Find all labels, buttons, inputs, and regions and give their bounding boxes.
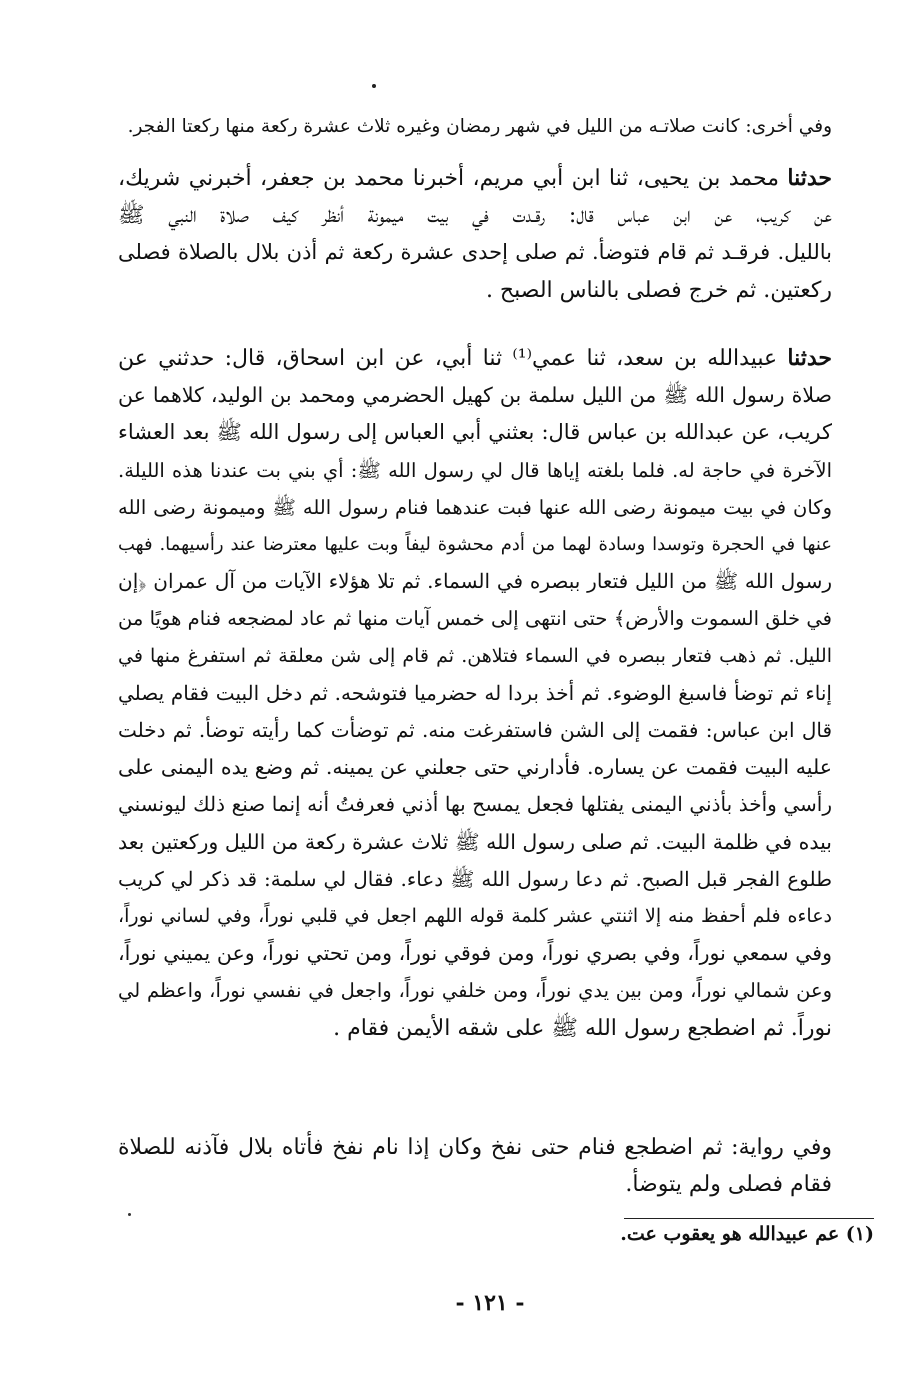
text-line-content: محمد بن يحيى، ثنا ابن أبي مريم، أخبرنا محمد بن جعفر، أخبرني شريك، <box>118 166 779 191</box>
text-line: بالليل. فرقـد ثم قام فتوضأ. ثم صلى إحدى عشرة ركعة ثم أذن بلال بالصلاة فصلى <box>118 240 832 265</box>
text-line: في خلق السموت والأرض﴾ حتى انتهى إلى خمس آيات منها ثم عاد لمضجعه فنام هويًا من <box>118 607 832 631</box>
text-line: رسول الله ﷺ من الليل فتعار ببصره في السماء. ثم تلا هؤلاء الآيات من آل عمران ﴿إن <box>118 569 832 594</box>
text-line: عليه البيت فقمت عن يساره. فأدارني حتى جعلني عن يمينه. ثم وضع يده اليمنى على <box>118 755 832 780</box>
footnote-divider <box>624 1218 874 1219</box>
text-line-content: عبيدالله بن سعد، ثنا عمي⁽¹⁾ ثنا أبي، عن ابن اسحاق، قال: حدثني عن <box>118 346 778 371</box>
footnote: (١) عم عبيدالله هو يعقوب عت. <box>620 1223 874 1245</box>
text-line <box>118 340 832 377</box>
text-line: وفي رواية: ثم اضطجع فنام حتى نفخ وكان إذا نام نفخ فأتاه بلال فآذنه للصلاة <box>118 1135 832 1160</box>
text-line <box>118 160 832 197</box>
text-line: عنها في الحجرة وتوسدا وسادة لهما من أدم محشوة ليفاً وبت عليها معترضا عند رأسيهما. فهب <box>118 534 832 556</box>
text-line: بيده في ظلمة البيت. ثم صلى رسول الله ﷺ ثلاث عشرة ركعة من الليل وركعتين بعد <box>118 829 832 854</box>
text-line: وفي أخرى: كانت صلاتـه من الليل في شهر رمضان وغيره ثلاث عشرة ركعة منها ركعتا الفجر. <box>127 116 832 137</box>
text-line: وكان في بيت ميمونة رضى الله عنها فبت عندهما فنام رسول الله ﷺ وميمونة رضى الله <box>118 495 832 519</box>
text-line: الليل. ثم ذهب فتعار ببصره في السماء فتلاهن. ثم قام إلى شن معلقة ثم استفرغ منها في <box>118 644 832 667</box>
hadith-paragraph-1 <box>118 160 832 309</box>
paragraph-fajr-note <box>118 108 832 145</box>
text-line: طلوع الفجر قبل الصبح. ثم دعا رسول الله ﷺ دعاء. فقال لي سلمة: قد ذكر لي كريب <box>118 866 832 891</box>
page-number: - ١٢١ - <box>455 1290 525 1316</box>
hadith-lead-word: حدثنا <box>787 165 832 191</box>
text-line: صلاة رسول الله ﷺ من الليل سلمة بن كهيل الحضرمي ومحمد بن الوليد، كلاهما عن <box>118 383 832 408</box>
text-line: ركعتين. ثم خرج فصلى بالناس الصبح . <box>485 277 832 303</box>
ink-dot <box>128 1213 131 1216</box>
text-line: دعاءه فلم أحفظ منه إلا اثنتي عشر كلمة قوله اللهم اجعل في قلبي نوراً، وفي لساني نوراً، <box>118 905 832 928</box>
text-line: نوراً. ثم اضطجع رسول الله ﷺ على شقه الأيمن فقام . <box>333 1015 832 1041</box>
text-line: إناء ثم توضأ فاسبغ الوضوء. ثم أخذ بردا له حضرميا فتوشحه. ثم دخل البيت فقام يصلي <box>118 680 832 705</box>
text-line: كريب، عن عبدالله بن عباس قال: بعثني أبي العباس إلى رسول الله ﷺ بعد العشاء <box>118 420 832 445</box>
hadith-lead-word: حدثنا <box>787 345 832 371</box>
ink-dot <box>372 84 376 88</box>
hadith-paragraph-2 <box>118 340 832 1047</box>
text-line: وعن شمالي نوراً، ومن بين يدي نوراً، ومن خلفي نوراً، واجعل في نفسي نوراً، واعظم لي <box>118 979 832 1003</box>
text-line: وفي سمعي نوراً، وفي بصري نوراً، ومن فوقي نوراً، ومن تحتي نوراً، وعن يميني نوراً، <box>118 941 832 966</box>
text-line: قال ابن عباس: فقمت إلى الشن فاستفرغت منه. ثم توضأت كما رأيته توضأ. ثم دخلت <box>118 718 832 743</box>
text-line: رأسي وأخذ بأذني اليمنى يفتلها فجعل يمسح بها أذني فعرفتُ أنه إنما صنع ذلك ليونسني <box>118 792 832 817</box>
narration-variant-paragraph <box>118 1129 832 1203</box>
text-line: عن كريب، عن ابن عباس قال: رقـدت في بيت ميمونة أنظر كيف صلاة النبي ﷺ <box>118 203 832 229</box>
text-line: الآخرة في حاجة له. فلما بلغته إياها قال لي رسول الله ﷺ: أي بني بت عندنا هذه الليلة. <box>118 458 832 482</box>
text-line: فقام فصلى ولم يتوضأ. <box>625 1172 832 1198</box>
